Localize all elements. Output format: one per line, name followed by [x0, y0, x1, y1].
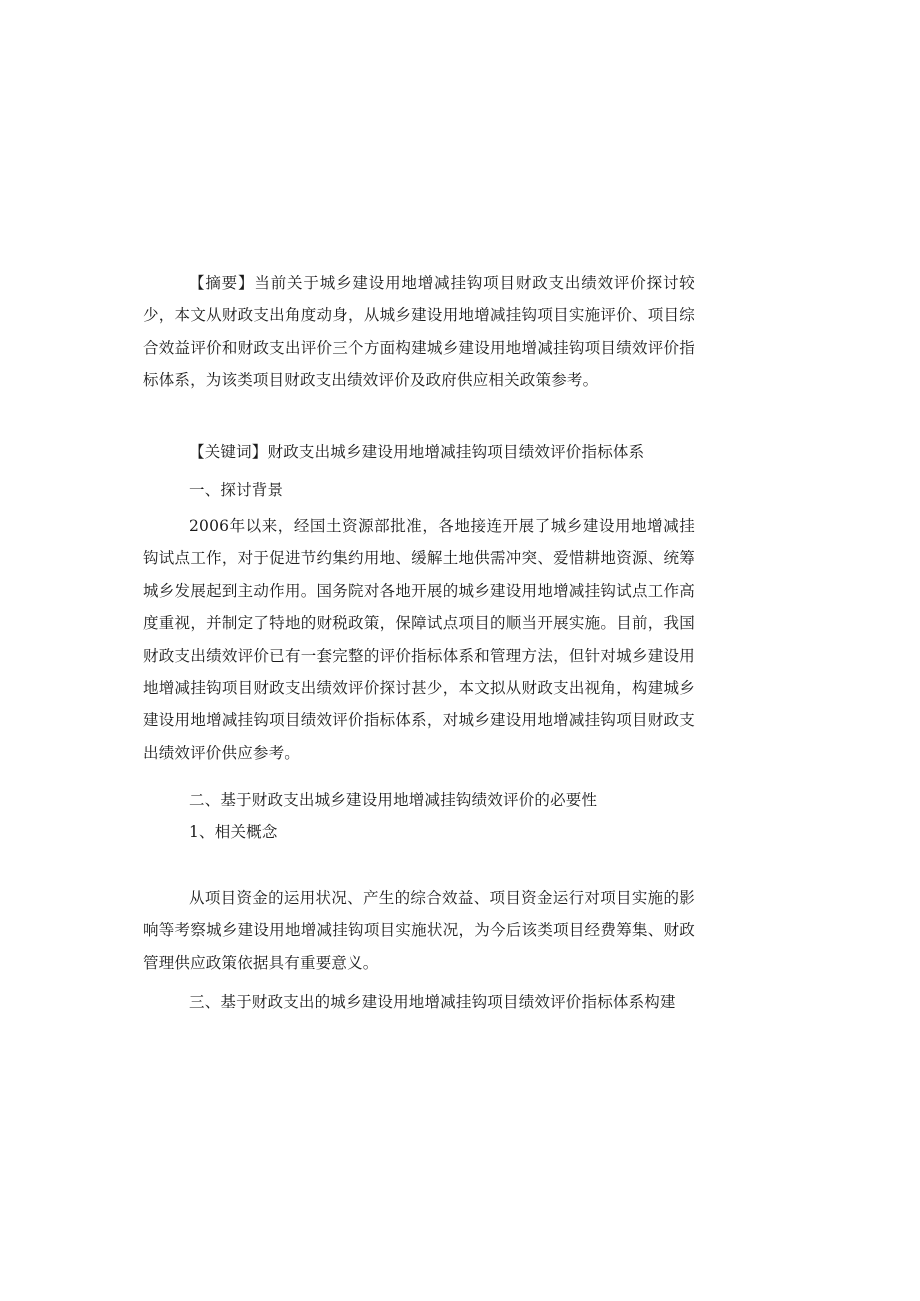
keywords-line: 【关键词】财政支出城乡建设用地增减挂钩项目绩效评价指标体系 [189, 443, 645, 461]
section-heading-indicator-system: 三、基于财政支出的城乡建设用地增减挂钩项目绩效评价指标体系构建 [189, 993, 676, 1011]
section-heading-background: 一、探讨背景 [189, 481, 284, 499]
abstract-paragraph: 【摘要】当前关于城乡建设用地增减挂钩项目财政支出绩效评价探讨较少，本文从财政支出角度动身，从城乡建设用地增减挂钩项目实施评价、项目综合效益评价和财政支出评价三个方面构建城乡建设用地增减挂钩项目绩效评价指标体系，为该类项目财政支出绩效评价及政府供应相关政策参考。 [143, 274, 695, 390]
background-paragraph: 2006年以来，经国土资源部批准，各地接连开展了城乡建设用地增减挂钩试点工作，对于促进节约集约用地、缓解土地供需冲突、爱惜耕地资源、统筹城乡发展起到主动作用。国务院对各地开展的城乡建设用地增减挂钩试点工作高度重视，并制定了特地的财税政策，保障试点项目的顺当开展实施。目前，我国财政支出绩效评价已有一套完整的评价指标体系和管理方法，但针对城乡建设用地增减挂钩项目财政支出绩效评价探讨甚少，本文拟从财政支出视角，构建城乡建设用地增减挂钩项目绩效评价指标体系，对城乡建设用地增减挂钩项目财政支出绩效评价供应参考。 [143, 517, 695, 762]
subsection-heading-concepts: 1、相关概念 [189, 823, 278, 841]
section-heading-necessity: 二、基于财政支出城乡建设用地增减挂钩绩效评价的必要性 [189, 791, 598, 809]
concepts-paragraph: 从项目资金的运用状况、产生的综合效益、项目资金运行对项目实施的影响等考察城乡建设用地增减挂钩项目实施状况，为今后该类项目经费筹集、财政管理供应政策依据具有重要意义。 [143, 889, 695, 972]
